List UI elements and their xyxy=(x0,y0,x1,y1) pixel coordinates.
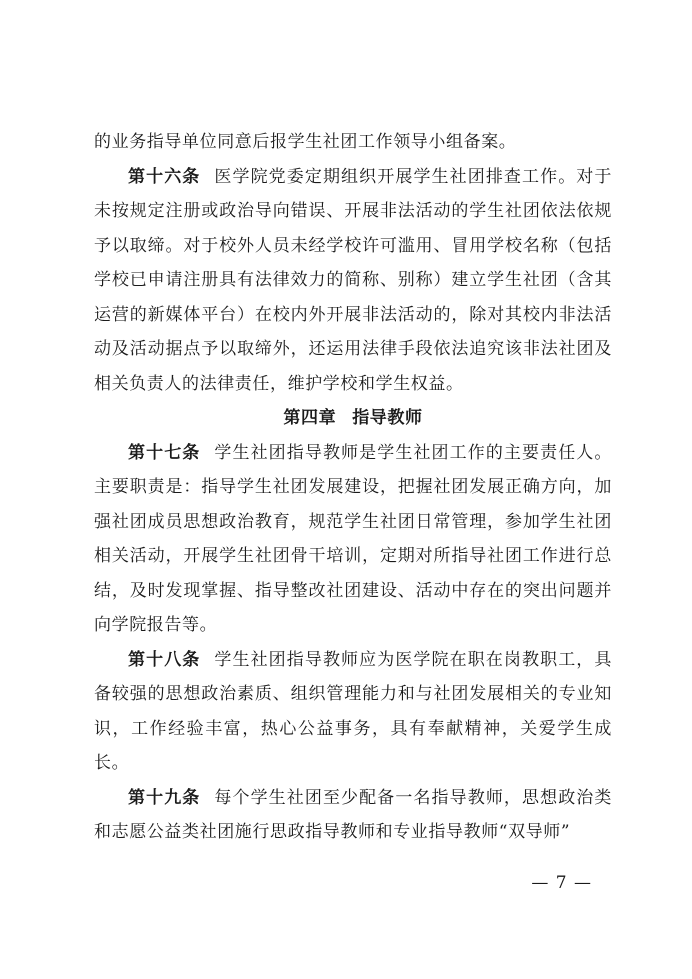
chapter-title: 指导教师 xyxy=(352,408,423,428)
article-16 xyxy=(94,160,612,402)
article-number: 第十九条 xyxy=(128,787,201,808)
paragraph-text: 的业务指导单位同意后报学生社团工作领导小组备案。 xyxy=(94,132,517,152)
paragraph-text: 每个学生社团至少配备一名指导教师，思想政治类和志愿公益类社团施行思政指导教师和专业指导教师“双导师” xyxy=(94,787,612,842)
paragraph-text: 学生社团指导教师应为医学院在职在岗教职工，具备较强的思想政治素质、组织管理能力和与社团发展相关的专业知识，工作经验丰富，热心公益事务，具有奉献精神，关爱学生成长。 xyxy=(94,649,612,773)
paragraph-text: 医学院党委定期组织开展学生社团排查工作。对于未按规定注册或政治导向错误、开展非法活动的学生社团依法依规予以取缔。对于校外人员未经学校许可滥用、冒用学校名称（包括学校已申请注册具有法律效力的简称、别称）建立学生社团（含其运营的新媒体平台）在校内外开展非法活动的，除对其校内非法活动及活动据点予以取缔外，还运用法律手段依法追究该非法社团及相关负责人的法律责任，维护学校和学生权益。 xyxy=(94,166,612,394)
article-number: 第十八条 xyxy=(128,649,201,670)
article-number: 第十七条 xyxy=(128,442,201,463)
paragraph-continuation xyxy=(94,125,612,160)
chapter-number: 第四章 xyxy=(283,408,337,428)
article-17 xyxy=(94,436,612,643)
chapter-heading xyxy=(94,401,612,436)
document-page xyxy=(94,125,612,850)
article-18 xyxy=(94,643,612,781)
paragraph-text: 学生社团指导教师是学生社团工作的主要责任人。主要职责是：指导学生社团发展建设，把握社团发展正确方向，加强社团成员思想政治教育，规范学生社团日常管理，参加学生社团相关活动，开展学生社团骨干培训，定期对所指导社团工作进行总结，及时发现掌握、指导整改社团建设、活动中存在的突出问题并向学院报告等。 xyxy=(94,442,612,635)
article-number: 第十六条 xyxy=(128,166,201,187)
page-number: — 7 — xyxy=(531,873,592,893)
article-19 xyxy=(94,781,612,850)
